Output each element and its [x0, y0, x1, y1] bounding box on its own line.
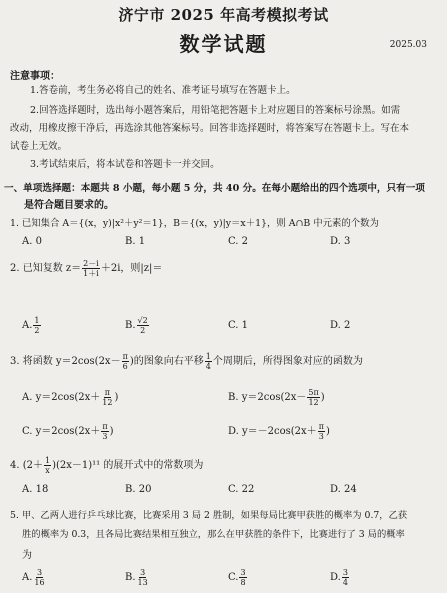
q5-option-a: [22, 568, 47, 587]
q1-option-a: A. 0: [22, 236, 42, 247]
q4-f-den: x: [45, 466, 50, 475]
question-2-stem: [10, 259, 162, 278]
q3-mid: )的图象向右平移: [129, 356, 204, 367]
q3-c-post: ): [109, 426, 114, 437]
q3-a-num: π: [104, 388, 110, 397]
q3-b-den: 12: [308, 398, 319, 407]
q3-c-num: π: [102, 422, 108, 431]
q2-a-frac: [33, 316, 40, 335]
q3-d-frac: [318, 422, 325, 441]
q3-c-pre: C. y＝2cos(2x＋: [22, 426, 101, 437]
q3-option-b: [228, 388, 325, 407]
q3-b-num: 5π: [308, 388, 319, 397]
q4-frac: [44, 456, 51, 475]
q3-option-c: [22, 422, 114, 441]
q3-d-pre: D. y＝－2cos(2x＋: [228, 426, 317, 437]
q3-frac-2: [205, 352, 212, 371]
q2-a-den: 2: [34, 326, 40, 335]
q4-option-a: A. 18: [22, 484, 49, 495]
q3-d-den: 3: [318, 432, 324, 441]
q5-b-num: 3: [140, 568, 146, 577]
q3-b-pre: B. y＝2cos(2x－: [228, 392, 307, 403]
q3-a-post: ): [114, 392, 119, 403]
question-5-line-1: 5. 甲、乙两人进行乒乓球比赛，比赛采用 3 局 2 胜制，如果每局比赛甲获胜的概率为 0.7，乙获: [10, 510, 408, 521]
q3-option-d: [228, 422, 330, 441]
q2-b-den: 2: [140, 326, 146, 335]
exam-date: 2025.03: [389, 40, 427, 50]
q3-frac-1: [122, 352, 129, 371]
question-4-stem: [10, 456, 203, 475]
q3-a-frac: [101, 388, 113, 407]
question-1-stem: 1. 已知集合 A＝{(x，y)|x²＋y²＝1}，B＝{(x，y)|y＝x＋1}，则 A∩B 中元素的个数为: [10, 218, 379, 229]
section1-heading-cont: 是符合题目要求的。: [24, 200, 114, 211]
notice-item-1: 1.答卷前，考生务必将自己的姓名、准考证号填写在答题卡上。: [30, 85, 296, 96]
q3-c-den: 3: [102, 432, 108, 441]
q5-option-b: [125, 568, 150, 587]
q5-b-label: B.: [125, 572, 136, 583]
q4-f-num: 1: [44, 456, 51, 465]
q2-b-label: B.: [125, 320, 136, 331]
q2-option-c: C. 1: [228, 320, 249, 331]
q2-b-num: √2: [137, 316, 148, 325]
q5-a-den: 16: [34, 578, 45, 587]
q4-option-d: D. 24: [330, 484, 357, 495]
q2-a-label: A.: [22, 320, 33, 331]
q4-suffix: )(2x－1)¹¹ 的展开式中的常数项为: [52, 460, 204, 471]
notice-item-2: 2.回答选择题时，选出每小题答案后，用铅笔把答题卡上对应题目的答案标号涂黑。如需: [30, 105, 401, 116]
exam-title: 济宁市 2025 年高考模拟考试: [118, 6, 329, 24]
notice-heading: 注意事项：: [10, 71, 60, 82]
q5-b-den: 13: [137, 578, 148, 587]
q4-prefix: 4. (2＋: [10, 460, 43, 471]
q3-prefix: 3. 将函数 y＝2cos(2x－: [10, 356, 121, 367]
q2-option-b: [125, 316, 150, 335]
q3-f1-num: π: [122, 352, 128, 361]
q2-frac-num: 2－i: [83, 259, 99, 268]
q3-a-pre: A. y＝2cos(2x＋: [22, 392, 101, 403]
q3-f2-den: 4: [205, 362, 211, 371]
notice-item-2-end: 试卷上无效。: [10, 141, 68, 152]
q5-d-den: 4: [342, 578, 348, 587]
q3-f2-num: 1: [205, 352, 211, 361]
q3-option-a: [22, 388, 118, 407]
q3-b-frac: [307, 388, 319, 407]
q5-d-num: 3: [342, 568, 348, 577]
q5-a-label: A.: [22, 572, 33, 583]
question-5-line-3: 为: [22, 550, 32, 561]
q5-d-label: D.: [330, 572, 341, 583]
q5-d-frac: [342, 568, 349, 587]
q5-c-den: 8: [240, 578, 246, 587]
section1-heading: 一、单项选择题：本题共 8 小题，每小题 5 分，共 40 分。在每小题给出的四个选项中，只有一项: [4, 183, 425, 194]
q3-d-post: ): [325, 426, 330, 437]
subject-title: 数学试题: [179, 32, 268, 56]
q2-option-a: [22, 316, 42, 335]
q3-f1-den: 6: [122, 362, 128, 371]
question-5-line-2: 胜的概率为 0.3，且各局比赛结果相互独立，那么在甲获胜的条件下，比赛进行了 3 局的概率: [22, 529, 405, 540]
q5-a-num: 3: [36, 568, 43, 577]
q5-c-label: C.: [228, 572, 239, 583]
q4-option-c: C. 22: [228, 484, 255, 495]
q3-b-post: ): [320, 392, 325, 403]
q5-option-c: [228, 568, 248, 587]
notice-item-3: 3.考试结束后，将本试卷和答题卡一并交回。: [30, 159, 220, 170]
q3-suffix: 个周期后，所得图象对应的函数为: [212, 356, 363, 367]
q1-option-c: C. 2: [228, 236, 249, 247]
q2-frac-den: 1＋i: [83, 269, 99, 278]
notice-item-2-cont: 改动，用橡皮擦干净后，再选涂其他答案标号。回答非选择题时，将答案写在答题卡上。写在本: [10, 123, 410, 134]
q2-option-d: D. 2: [330, 320, 351, 331]
q5-c-frac: [239, 568, 246, 587]
question-3-stem: [10, 352, 363, 371]
q5-option-d: [330, 568, 350, 587]
q3-c-frac: [101, 422, 108, 441]
q1-option-b: B. 1: [125, 236, 146, 247]
q2-fraction: [82, 259, 100, 278]
q2-prefix: 2. 已知复数 z＝: [10, 263, 82, 274]
q5-b-frac: [137, 568, 149, 587]
q2-suffix: ＋2i，则|z|＝: [100, 263, 163, 274]
q1-option-d: D. 3: [330, 236, 351, 247]
q2-b-frac: [137, 316, 149, 335]
q3-d-num: π: [318, 422, 324, 431]
q5-a-frac: [33, 568, 45, 587]
q2-a-num: 1: [34, 316, 40, 325]
q3-a-den: 12: [102, 398, 113, 407]
q4-option-b: B. 20: [125, 484, 152, 495]
q5-c-num: 3: [240, 568, 246, 577]
